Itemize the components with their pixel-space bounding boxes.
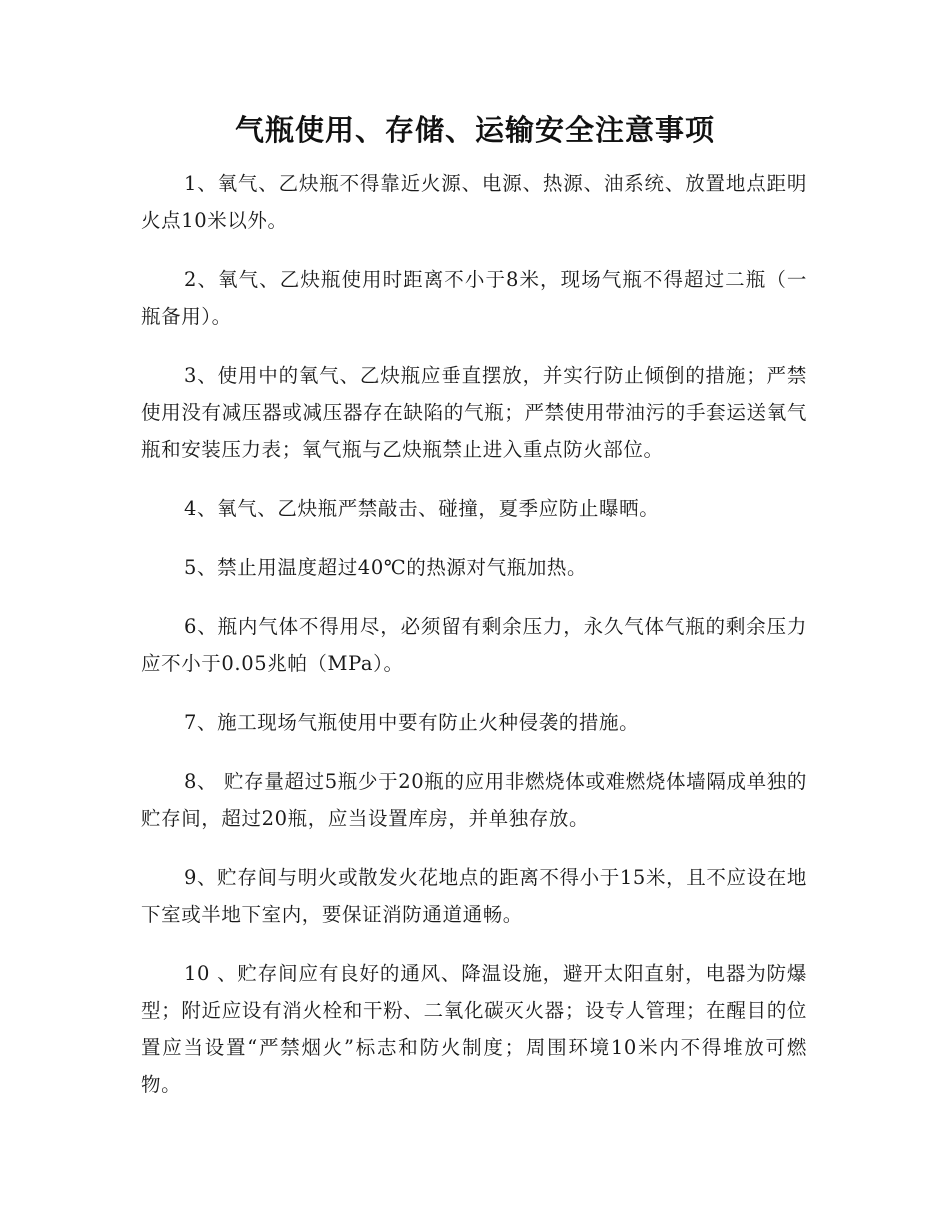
paragraph-3: 3、使用中的氧气、乙炔瓶应垂直摆放，并实行防止倾倒的措施；严禁使用没有减压器或减压器存在缺陷的气瓶；严禁使用带油污的手套运送氧气瓶和安装压力表；氧气瓶与乙炔瓶禁止进入重点防火部位。 <box>141 364 807 461</box>
paragraph-10: 10 、贮存间应有良好的通风、降温设施，避开太阳直射，电器为防爆型；附近应设有消火栓和干粉、二氧化碳灭火器；设专人管理；在醒目的位置应当设置“严禁烟火”标志和防火制度；周围环境10米内不得堆放可燃物。 <box>141 962 807 1096</box>
paragraph-7: 7、施工现场气瓶使用中要有防止火种侵袭的措施。 <box>184 711 640 734</box>
paragraph-6: 6、瓶内气体不得用尽，必须留有剩余压力，永久气体气瓶的剩余压力应不小于0.05兆帕（MPa）。 <box>141 615 807 675</box>
paragraph-5: 5、禁止用温度超过40℃的热源对气瓶加热。 <box>184 556 588 579</box>
document-body <box>141 165 807 1125</box>
paragraph-1: 1、氧气、乙炔瓶不得靠近火源、电源、热源、油系统、放置地点距明火点10米以外。 <box>141 172 807 232</box>
paragraph-9: 9、贮存间与明火或散发火花地点的距离不得小于15米，且不应设在地下室或半地下室内，要保证消防通道通畅。 <box>141 866 807 926</box>
paragraph-8: 8、 贮存量超过5瓶少于20瓶的应用非燃烧体或难燃烧体墙隔成单独的贮存间，超过20瓶，应当设置库房，并单独存放。 <box>141 770 807 830</box>
paragraph-4: 4、氧气、乙炔瓶严禁敲击、碰撞，夏季应防止曝晒。 <box>184 497 660 520</box>
paragraph-2: 2、氧气、乙炔瓶使用时距离不小于8米，现场气瓶不得超过二瓶（一瓶备用）。 <box>141 268 807 328</box>
document-title: 气瓶使用、存储、运输安全注意事项 <box>234 113 715 147</box>
